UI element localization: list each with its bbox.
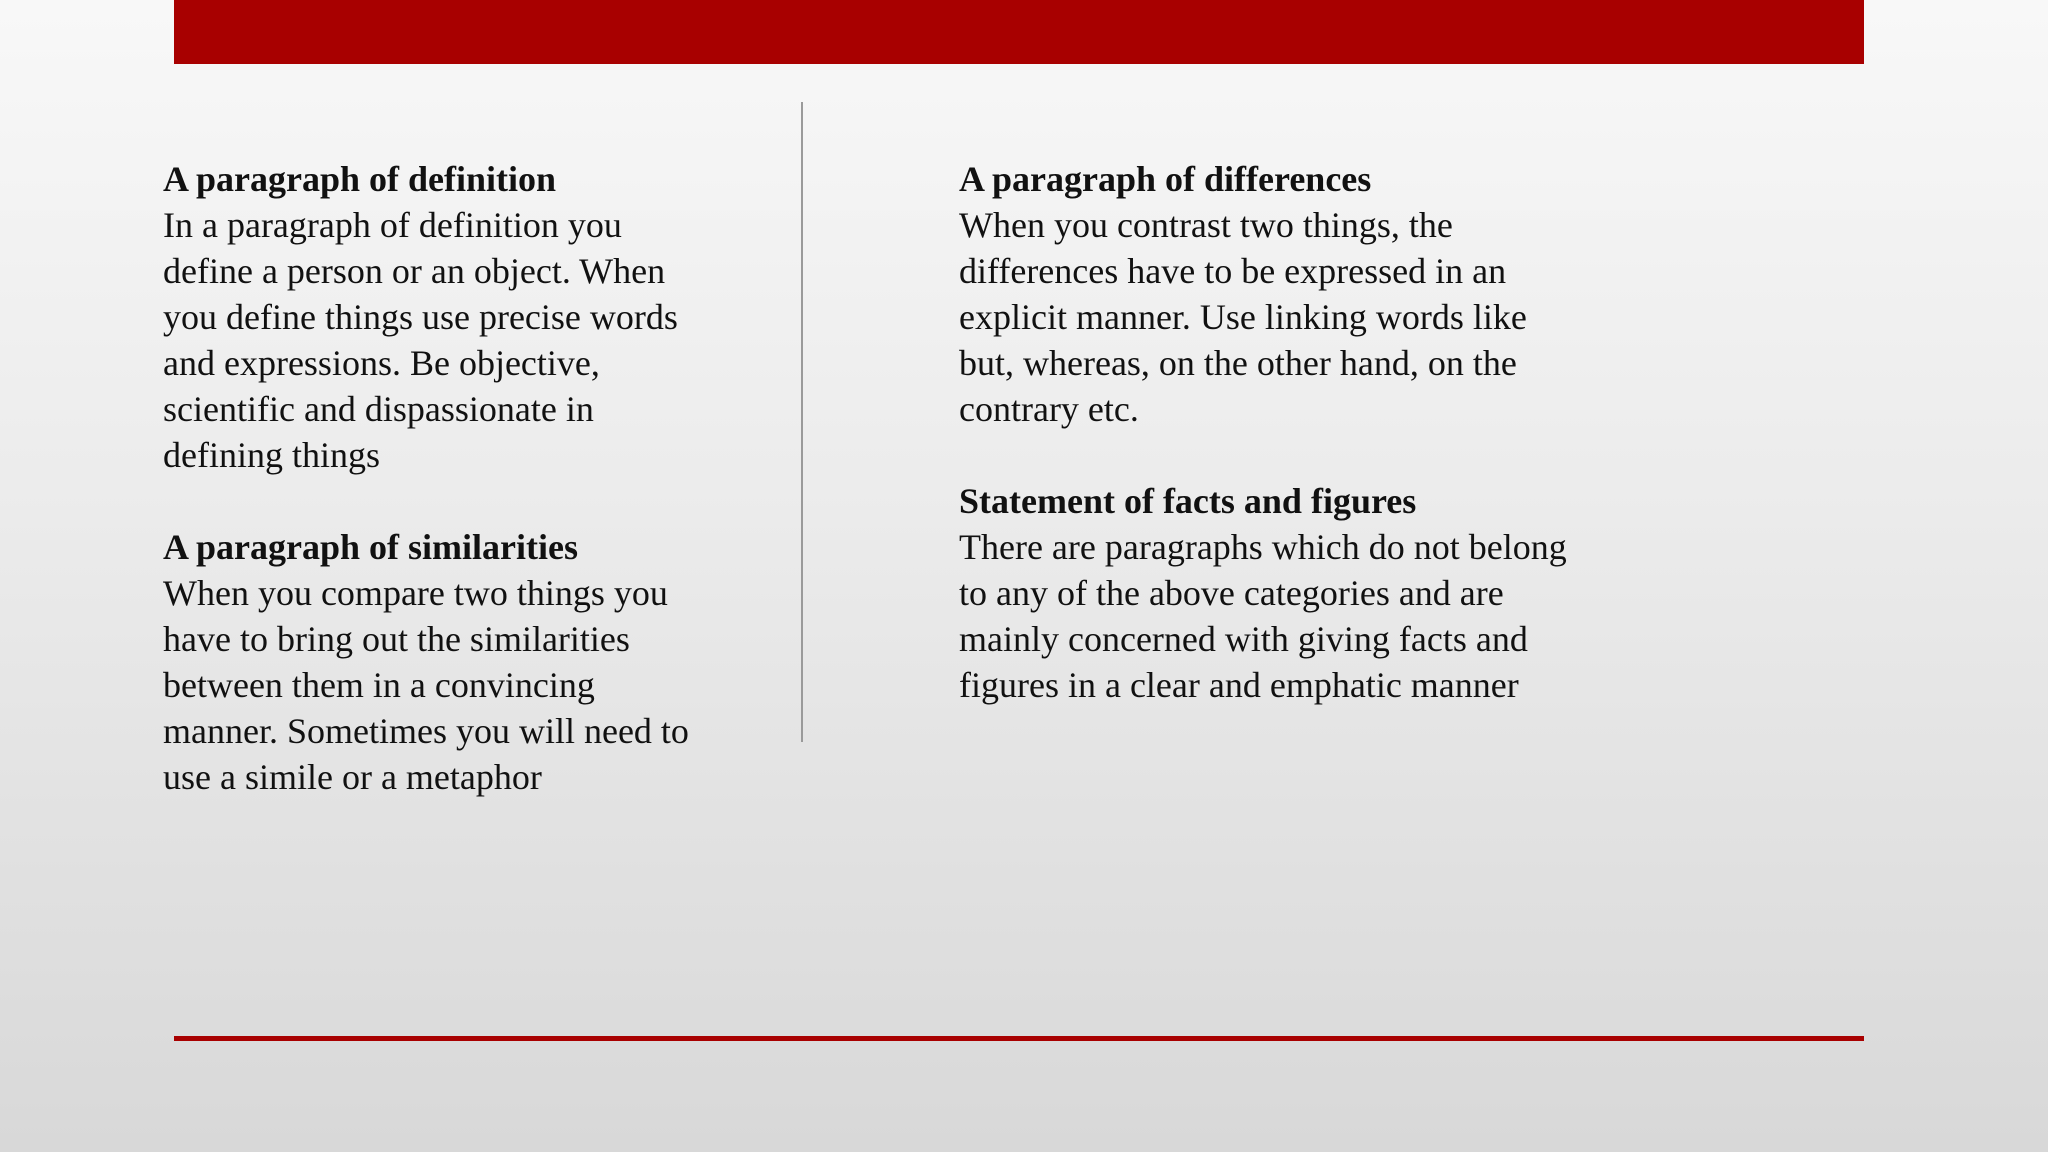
- bottom-accent-rule: [174, 1036, 1864, 1041]
- differences-heading: A paragraph of differences: [959, 159, 1372, 199]
- similarities-section: [163, 524, 863, 800]
- definition-section: [163, 156, 863, 478]
- facts-figures-text: There are paragraphs which do not belong to any of the above categories and are mainly concerned with giving facts and figures in a clear and emphatic manner: [959, 527, 1567, 705]
- facts-figures-heading: Statement of facts and figures: [959, 481, 1417, 521]
- top-accent-bar: [174, 0, 1864, 64]
- right-column: [959, 156, 1659, 708]
- differences-section: [959, 156, 1659, 432]
- definition-heading: A paragraph of definition: [163, 159, 557, 199]
- similarities-heading: A paragraph of similarities: [163, 527, 578, 567]
- differences-text: When you contrast two things, the differences have to be expressed in an explicit manner. Use linking words like but, whereas, on the other hand, on the contrary etc.: [959, 205, 1527, 429]
- similarities-text: When you compare two things you have to bring out the similarities between them in a convincing manner. Sometimes you will need to use a simile or a metaphor: [163, 573, 689, 797]
- left-column: [163, 156, 863, 800]
- facts-figures-section: [959, 478, 1659, 708]
- definition-text: In a paragraph of definition you define a person or an object. When you define things use precise words and expressions. Be objective, scientific and dispassionate in defining things: [163, 205, 678, 475]
